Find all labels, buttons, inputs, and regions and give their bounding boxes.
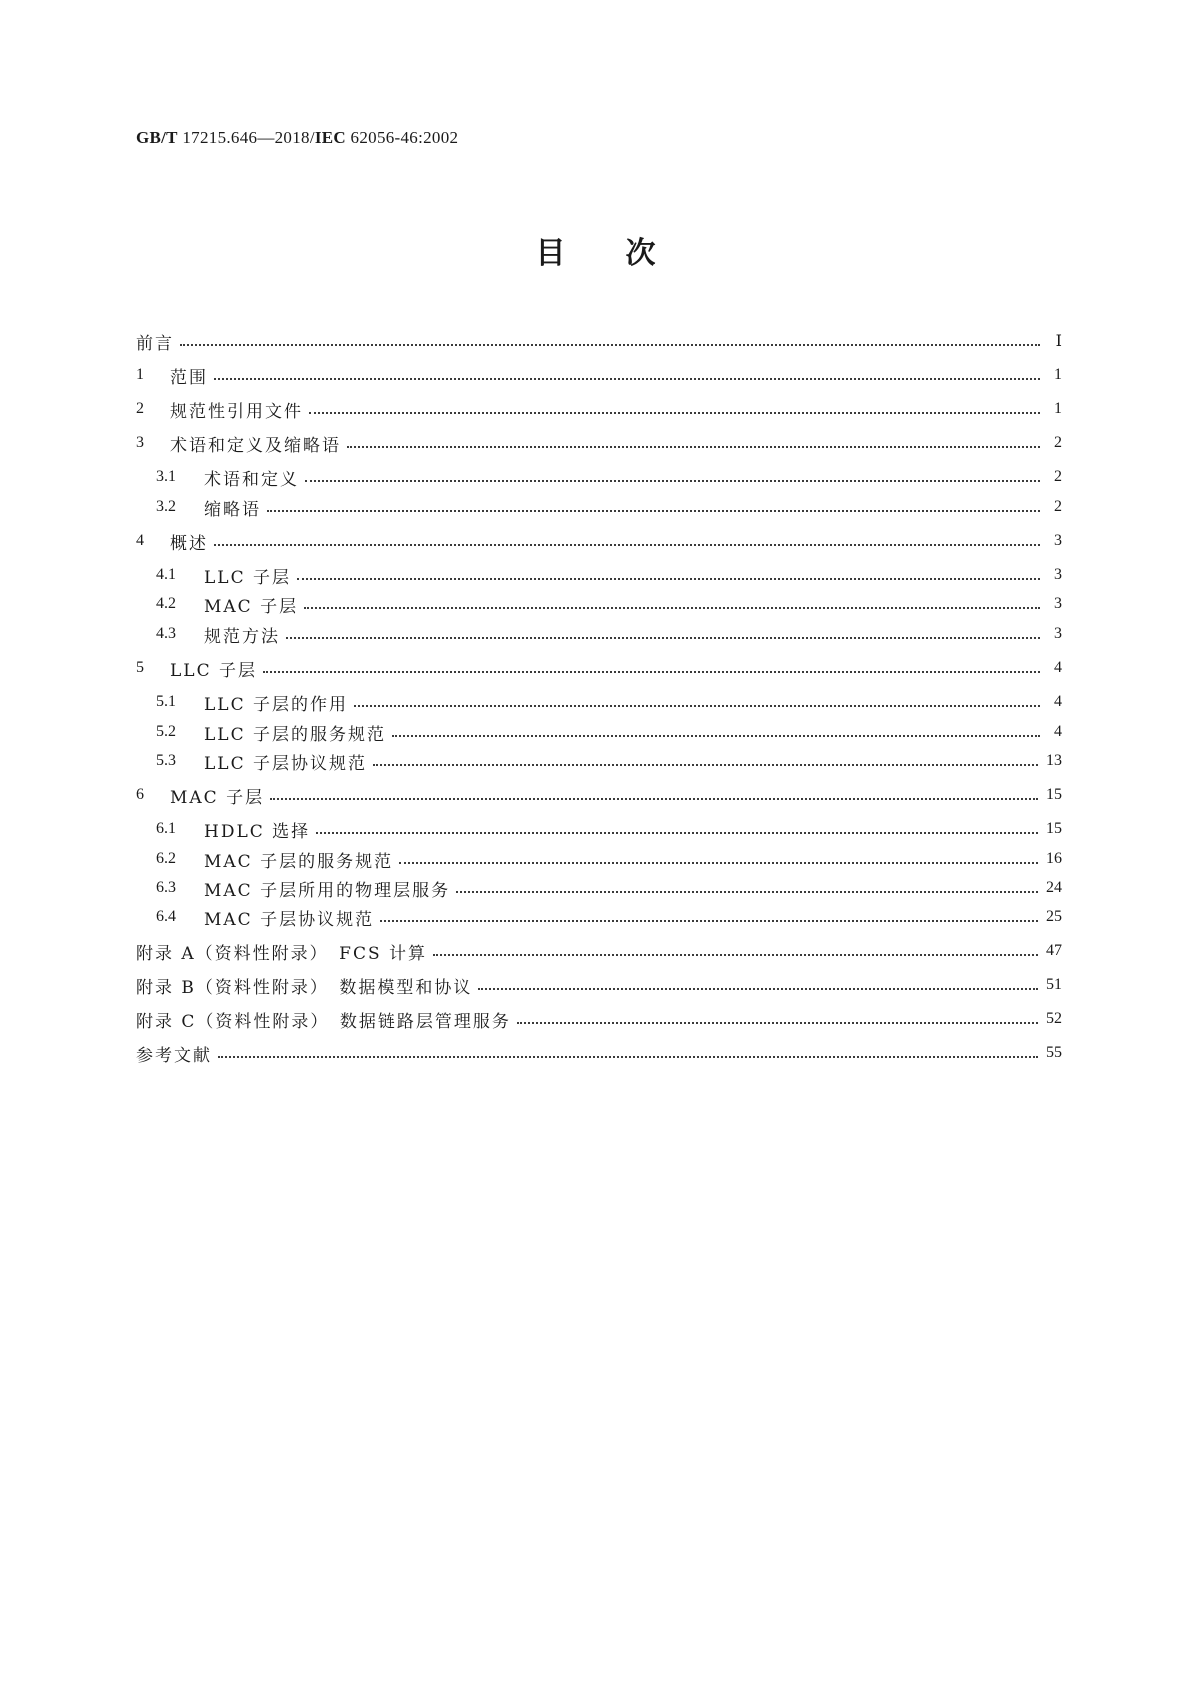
toc-entry-label: 术语和定义 xyxy=(204,469,299,490)
toc-leader-dots xyxy=(354,705,1040,707)
toc-leader-dots xyxy=(309,412,1040,414)
toc-entry-page: 15 xyxy=(1046,786,1062,803)
toc-entry[interactable] xyxy=(136,970,1062,1000)
toc-leader-dots xyxy=(218,1056,1038,1058)
toc-entry-page: Ⅰ xyxy=(1055,333,1062,350)
toc-entry-page: 52 xyxy=(1046,1010,1062,1027)
toc-leader-dots xyxy=(347,446,1040,448)
toc-entry[interactable] xyxy=(156,589,1062,619)
toc-leader-dots xyxy=(392,735,1040,737)
toc-entry[interactable] xyxy=(136,936,1062,966)
toc-entry[interactable] xyxy=(156,560,1062,590)
toc-leader-dots xyxy=(286,637,1040,639)
toc-leader-dots xyxy=(433,954,1038,956)
toc-entry-page: 3 xyxy=(1054,625,1062,642)
toc-leader-dots xyxy=(267,510,1040,512)
toc-entry-number: 3.1 xyxy=(156,468,176,485)
toc-entry-page: 3 xyxy=(1054,532,1062,549)
toc-entry[interactable] xyxy=(136,360,1062,390)
doc-code-suffix: 62056-46:2002 xyxy=(346,128,459,147)
toc-entry-label: 附录 C（资料性附录） 数据链路层管理服务 xyxy=(136,1011,511,1032)
toc-entry[interactable] xyxy=(156,619,1062,649)
toc-entry-page: 55 xyxy=(1046,1044,1062,1061)
toc-entry-number: 5.1 xyxy=(156,693,176,710)
toc-entry-page: 4 xyxy=(1054,693,1062,710)
page-title: 目次 xyxy=(535,236,716,271)
toc-entry-label: 规范方法 xyxy=(204,626,280,647)
toc-entry-label: MAC 子层协议规范 xyxy=(204,909,375,930)
toc-leader-dots xyxy=(456,891,1038,893)
toc-entry-label: LLC 子层 xyxy=(204,567,291,588)
toc-entry-number: 6.4 xyxy=(156,908,176,925)
toc-entry-number: 4.3 xyxy=(156,625,176,642)
toc-entry-label: 范围 xyxy=(170,367,208,388)
doc-code-prefix: GB/T xyxy=(136,128,178,147)
toc-entry-label: 前言 xyxy=(136,333,174,354)
toc-entry[interactable] xyxy=(136,1004,1062,1034)
toc-entry-label: 附录 A（资料性附录） FCS 计算 xyxy=(136,943,428,964)
toc-entry-page: 4 xyxy=(1054,659,1062,676)
toc-leader-dots xyxy=(399,862,1038,864)
toc-entry[interactable] xyxy=(156,492,1062,522)
toc-leader-dots xyxy=(270,798,1038,800)
toc-entry-page: 25 xyxy=(1046,908,1062,925)
toc-entry-page: 3 xyxy=(1054,595,1062,612)
document-code xyxy=(136,128,458,148)
toc-entry-number: 4 xyxy=(136,532,144,549)
toc-entry[interactable] xyxy=(156,746,1062,776)
toc-entry[interactable] xyxy=(156,687,1062,717)
toc-leader-dots xyxy=(297,578,1040,580)
toc-leader-dots xyxy=(214,544,1040,546)
toc-entry-label: 附录 B（资料性附录） 数据模型和协议 xyxy=(136,977,473,998)
toc-entry-label: LLC 子层的作用 xyxy=(204,694,348,715)
toc-entry-page: 47 xyxy=(1046,942,1062,959)
toc-entry-number: 3 xyxy=(136,434,144,451)
toc-entry-number: 3.2 xyxy=(156,498,176,515)
toc-entry-number: 2 xyxy=(136,400,144,417)
toc-leader-dots xyxy=(380,920,1038,922)
toc-entry[interactable] xyxy=(156,902,1062,932)
toc-entry-label: MAC 子层所用的物理层服务 xyxy=(204,880,451,901)
toc-entry[interactable] xyxy=(136,1038,1062,1068)
toc-entry[interactable] xyxy=(136,326,1062,356)
toc-entry[interactable] xyxy=(136,526,1062,556)
toc-entry-number: 5.3 xyxy=(156,752,176,769)
toc-leader-dots xyxy=(373,764,1038,766)
toc-leader-dots xyxy=(517,1022,1038,1024)
toc-entry-page: 3 xyxy=(1054,566,1062,583)
toc-entry-page: 2 xyxy=(1054,434,1062,451)
toc-entry-label: HDLC 选择 xyxy=(204,821,311,842)
toc-leader-dots xyxy=(305,480,1040,482)
toc-entry-label: LLC 子层的服务规范 xyxy=(204,724,386,745)
toc-entry-page: 15 xyxy=(1046,820,1062,837)
toc-entry-page: 51 xyxy=(1046,976,1062,993)
toc-entry-page: 1 xyxy=(1054,366,1062,383)
toc-leader-dots xyxy=(316,832,1038,834)
toc-entry-page: 2 xyxy=(1054,468,1062,485)
toc-entry-label: MAC 子层 xyxy=(204,596,299,617)
toc-entry[interactable] xyxy=(156,873,1062,903)
toc-leader-dots xyxy=(180,344,1040,346)
toc-entry-number: 4.2 xyxy=(156,595,176,612)
toc-entry-label: 规范性引用文件 xyxy=(170,401,303,422)
doc-code-iec: IEC xyxy=(314,128,346,147)
toc-entry[interactable] xyxy=(156,717,1062,747)
toc-leader-dots xyxy=(263,671,1040,673)
toc-entry-number: 6.1 xyxy=(156,820,176,837)
toc-entry[interactable] xyxy=(156,844,1062,874)
toc-entry-page: 1 xyxy=(1054,400,1062,417)
toc-leader-dots xyxy=(214,378,1040,380)
toc-entry-page: 13 xyxy=(1046,752,1062,769)
toc-entry-label: 参考文献 xyxy=(136,1045,212,1066)
toc-entry-label: 概述 xyxy=(170,533,208,554)
toc-entry-label: MAC 子层的服务规范 xyxy=(204,851,394,872)
toc-entry-label: 缩略语 xyxy=(204,499,261,520)
toc-entry-page: 2 xyxy=(1054,498,1062,515)
toc-leader-dots xyxy=(478,988,1038,990)
toc-entry-number: 5 xyxy=(136,659,144,676)
toc-entry-label: MAC 子层 xyxy=(170,787,265,808)
toc-entry[interactable] xyxy=(156,814,1062,844)
toc-entry-number: 6.3 xyxy=(156,879,176,896)
toc-entry-label: LLC 子层 xyxy=(170,660,257,681)
toc-leader-dots xyxy=(304,607,1040,609)
toc-entry-number: 1 xyxy=(136,366,144,383)
toc-entry-number: 6.2 xyxy=(156,850,176,867)
toc-entry[interactable] xyxy=(136,653,1062,683)
toc-entry-label: LLC 子层协议规范 xyxy=(204,753,367,774)
toc-entry[interactable] xyxy=(136,428,1062,458)
toc-entry-number: 6 xyxy=(136,786,144,803)
toc-entry-page: 24 xyxy=(1046,879,1062,896)
toc-entry-label: 术语和定义及缩略语 xyxy=(170,435,341,456)
toc-entry[interactable] xyxy=(136,780,1062,810)
toc-entry[interactable] xyxy=(156,462,1062,492)
toc-entry-page: 4 xyxy=(1054,723,1062,740)
doc-code-middle: 17215.646—2018/ xyxy=(177,128,315,147)
toc-entry[interactable] xyxy=(136,394,1062,424)
toc-entry-number: 5.2 xyxy=(156,723,176,740)
toc-entry-page: 16 xyxy=(1046,850,1062,867)
toc-entry-number: 4.1 xyxy=(156,566,176,583)
